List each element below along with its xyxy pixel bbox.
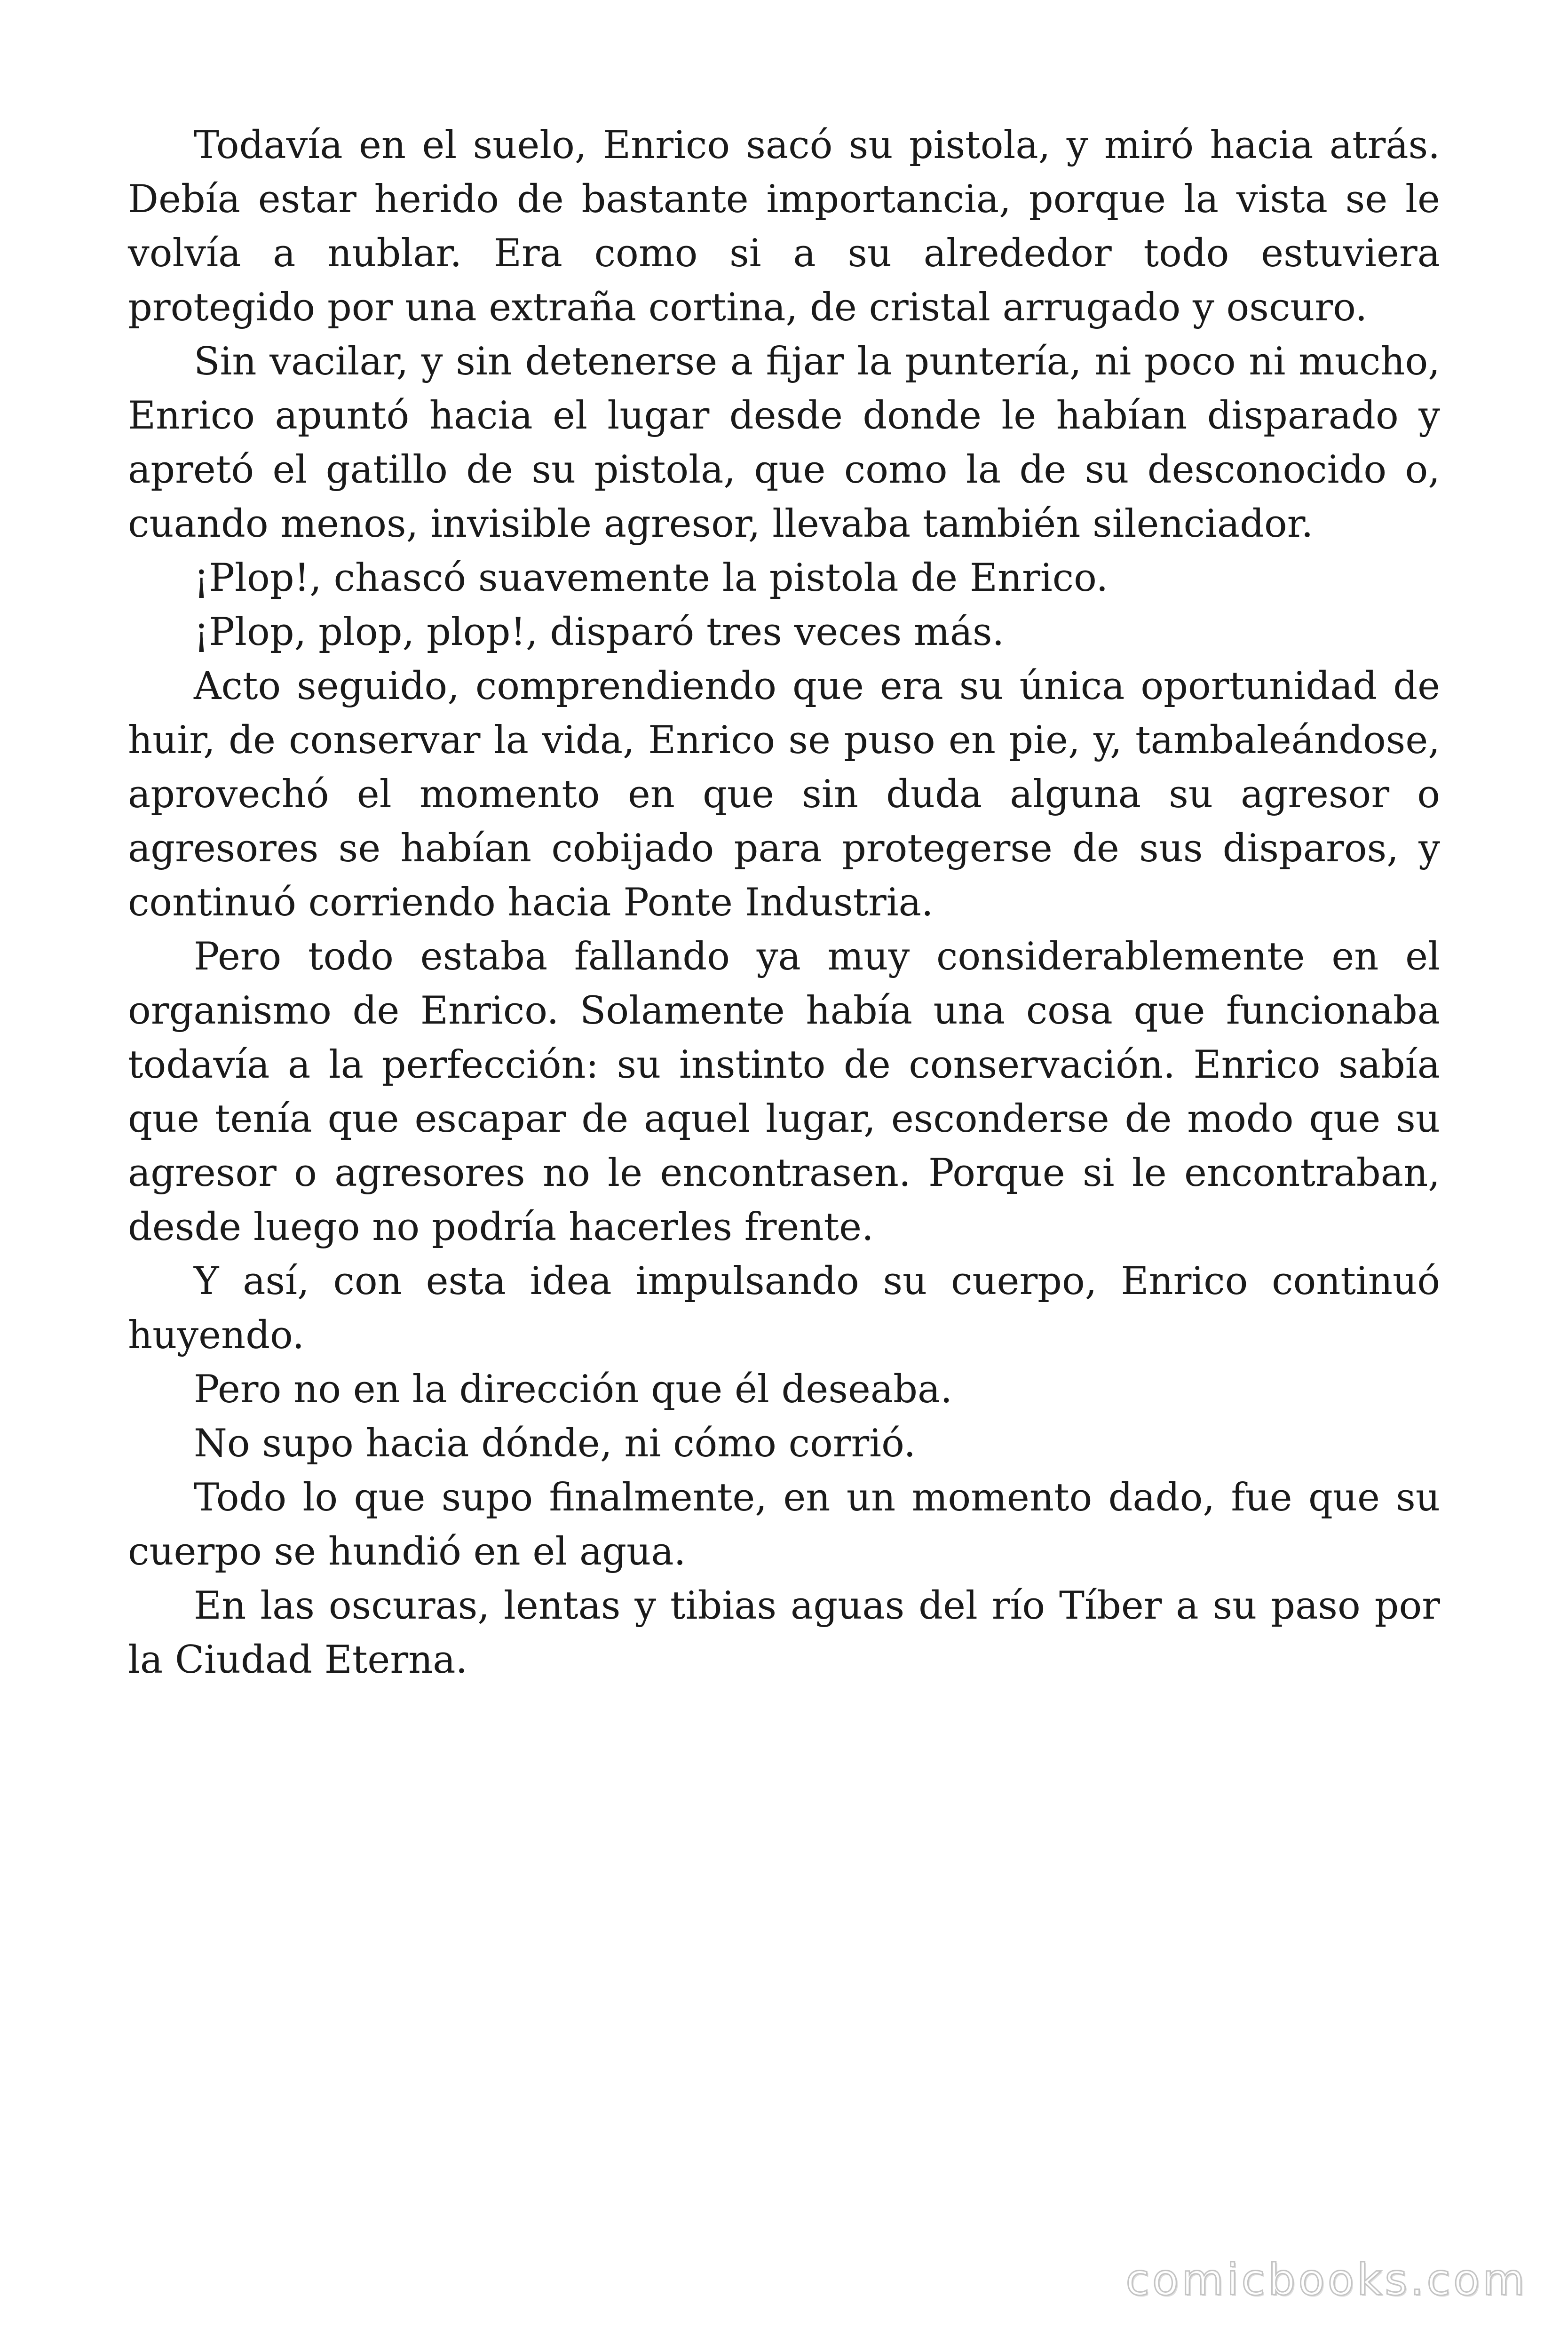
paragraph: Todo lo que supo finalmente, en un momento dado, fue que su cuerpo se hundió en el agua. <box>128 1476 1440 1574</box>
book-page-text <box>128 119 1440 1687</box>
paragraph: Pero no en la dirección que él deseaba. <box>194 1367 952 1412</box>
paragraph: ¡Plop!, chascó suavemente la pistola de Enrico. <box>194 556 1109 600</box>
paragraph: Todavía en el suelo, Enrico sacó su pistola, y miró hacia atrás. Debía estar herido de bastante importancia, porque la vista se le volvía a nublar. Era como si a su alrededor todo estuviera protegido por una extraña cortina, de cristal arrugado y oscuro. <box>128 123 1440 330</box>
paragraph: Pero todo estaba fallando ya muy considerablemente en el organismo de Enrico. Solamente había una cosa que funcionaba todavía a la perfección: su instinto de conservación. Enrico sabía que tenía que escapar de aquel lugar, esconderse de modo que su agresor o agresores no le encontrasen. Porque si le encontraban, desde luego no podría hacerles frente. <box>128 935 1440 1249</box>
paragraph: Y así, con esta idea impulsando su cuerpo, Enrico continuó huyendo. <box>128 1259 1440 1358</box>
watermark: comicbooks.com <box>1125 2255 1528 2305</box>
paragraph: En las oscuras, lentas y tibias aguas del río Tíber a su paso por la Ciudad Eterna. <box>128 1584 1440 1682</box>
paragraph: No supo hacia dónde, ni cómo corrió. <box>194 1422 916 1466</box>
paragraph: Sin vacilar, y sin detenerse a fijar la puntería, ni poco ni mucho, Enrico apuntó hacia el lugar desde donde le habían disparado y apretó el gatillo de su pistola, que como la de su desconocido o, cuando menos, invisible agresor, llevaba también silenciador. <box>128 340 1440 546</box>
paragraph: Acto seguido, comprendiendo que era su única oportunidad de huir, de conservar la vida, Enrico se puso en pie, y, tambaleándose, aprovechó el momento en que sin duda alguna su agresor o agresores se habían cobijado para protegerse de sus disparos, y continuó corriendo hacia Ponte Industria. <box>128 664 1440 925</box>
paragraph: ¡Plop, plop, plop!, disparó tres veces más. <box>194 610 1005 654</box>
